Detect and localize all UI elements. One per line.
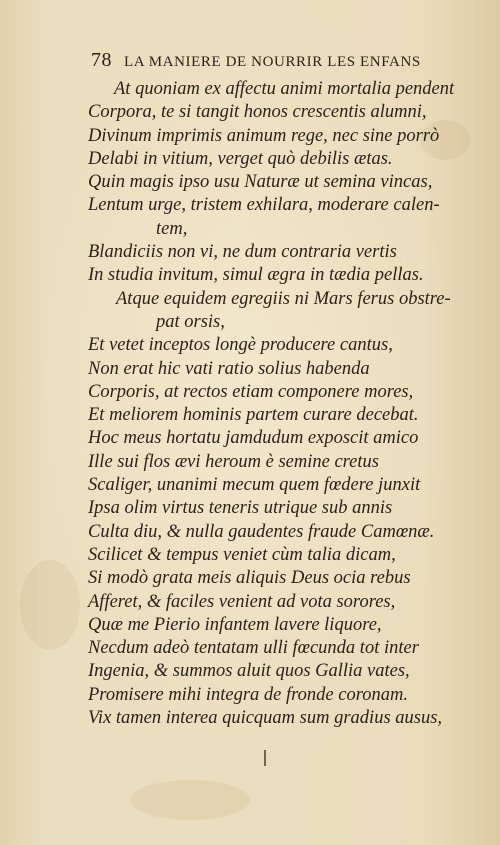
page-number: 78 xyxy=(91,49,112,71)
verse-line: Quæ me Pierio infantem lavere liquore, xyxy=(88,614,382,635)
verse-line: Blandiciis non vi, ne dum contraria vertis xyxy=(88,242,397,263)
catchword-mark xyxy=(264,750,266,766)
verse-line: Vix tamen interea quicquam sum gradius ausus, xyxy=(88,708,443,729)
verse-line: Ipsa olim virtus teneris utrique sub annis xyxy=(88,498,393,519)
verse-line: Quin magis ipso usu Naturæ ut semina vincas, xyxy=(88,172,433,193)
verse-line: Et meliorem hominis partem curare decebat. xyxy=(88,405,419,426)
verse-line: Atque equidem egregiis ni Mars ferus obstre- xyxy=(116,288,451,309)
verse-line: Culta diu, & nulla gaudentes fraude Camœnæ. xyxy=(88,521,435,542)
verse-line-continuation: pat orsis, xyxy=(156,311,225,332)
verse-line: Divinum imprimis animum rege, nec sine porrò xyxy=(88,125,440,146)
verse-line: In studia invitum, simul ægra in tædia pellas. xyxy=(88,265,424,286)
verse-line: Si modò grata meis aliquis Deus ocia rebus xyxy=(88,568,411,589)
verse-line: Et vetet inceptos longè producere cantus, xyxy=(88,335,393,356)
verse-block xyxy=(88,78,498,730)
verse-line: Delabi in vitium, verget quò debilis ætas. xyxy=(88,148,393,169)
verse-line-continuation: tem, xyxy=(156,218,188,239)
verse-line: Hoc meus hortatu jamdudum exposcit amico xyxy=(88,428,419,449)
page-header xyxy=(91,49,491,75)
paper-stain xyxy=(20,560,80,650)
verse-line: Corpora, te si tangit honos crescentis alumni, xyxy=(88,102,427,123)
verse-line: Ingenia, & summos aluit quos Gallia vates, xyxy=(88,661,410,682)
verse-line: Necdum adeò tentatam ulli fœcunda tot inter xyxy=(88,638,419,659)
verse-line: Corporis, at rectos etiam componere mores, xyxy=(88,381,414,402)
verse-line: Afferet, & faciles venient ad vota sorores, xyxy=(88,591,396,612)
paper-stain xyxy=(130,780,250,820)
verse-line: Non erat hic vati ratio solius habenda xyxy=(88,358,370,379)
verse-line: Ille sui flos ævi heroum è semine cretus xyxy=(88,451,379,472)
verse-line: Lentum urge, tristem exhilara, moderare calen- xyxy=(88,195,440,216)
verse-line: Promisere mihi integra de fronde coronam. xyxy=(88,684,408,705)
verse-line: Scaliger, unanimi mecum quem fœdere junxit xyxy=(88,475,421,496)
running-head: LA MANIERE DE NOURRIR LES ENFANS xyxy=(124,54,421,70)
verse-line: At quoniam ex affectu animi mortalia pendent xyxy=(114,79,455,99)
verse-line: Scilicet & tempus veniet cùm talia dicam, xyxy=(88,544,396,565)
